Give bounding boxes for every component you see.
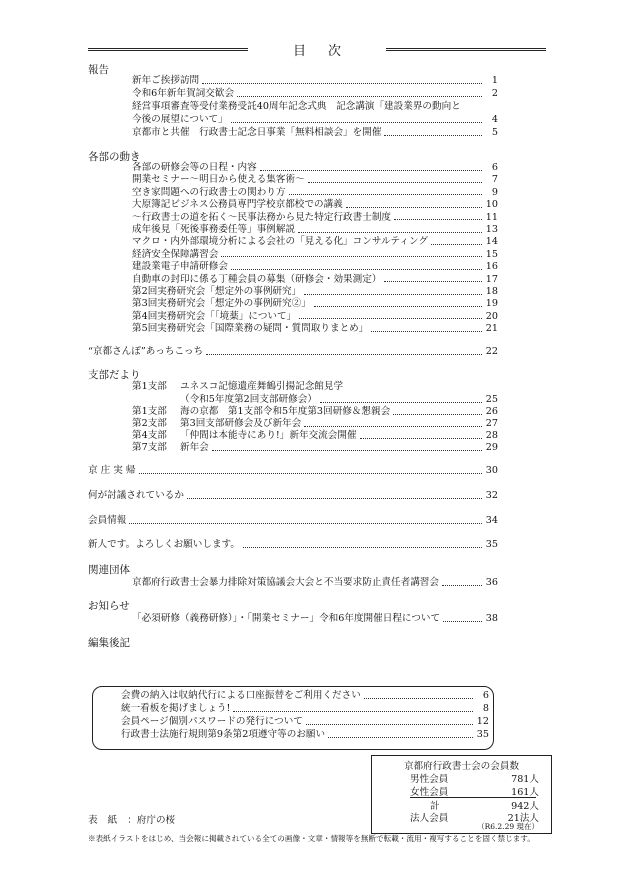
toc-entry[interactable] — [132, 261, 498, 273]
branch-label: 第7支部 — [132, 442, 167, 453]
leader-dots — [393, 414, 482, 415]
toc-entry[interactable] — [180, 394, 498, 406]
toc-entry-page: 34 — [485, 515, 498, 526]
toc-entry[interactable] — [132, 212, 498, 224]
leader-dots — [360, 438, 482, 439]
toc-entry[interactable] — [132, 236, 498, 248]
leader-dots — [304, 426, 482, 427]
toc-entry-page: 10 — [485, 199, 498, 211]
notice-page: 6 — [482, 690, 489, 701]
member-as-of: （R6.2.29 現在） — [477, 822, 539, 831]
toc-entry[interactable] — [132, 613, 498, 625]
notice-page: 35 — [476, 729, 489, 740]
toc-entry-title: 大原簿記ビジネス公務員専門学校京都校での講義 — [132, 199, 343, 211]
toc-entry-page: 19 — [485, 298, 498, 310]
leader-dots — [304, 294, 482, 295]
leader-dots — [384, 135, 482, 136]
toc-entry-page: 18 — [485, 286, 498, 297]
member-value: 781人 — [511, 774, 539, 785]
notice-entry[interactable] — [121, 716, 489, 728]
toc-entry-title: マクロ・内外部環境分析による会社の「見える化」コンサルティング — [132, 236, 428, 248]
leader-dots — [328, 737, 473, 738]
member-label: 男性会員 — [410, 774, 449, 785]
member-value: 942人 — [511, 801, 539, 812]
toc-entry[interactable] — [132, 199, 498, 211]
toc-title-row — [88, 40, 546, 58]
branch-label: 第1支部 — [132, 381, 167, 392]
leader-dots — [231, 269, 482, 270]
title-rule-right — [386, 48, 546, 51]
toc-entry-title: 建設業電子申請研修会 — [132, 261, 228, 273]
leader-dots — [371, 331, 482, 332]
toc-entry-title: 第3回実務研究会「想定外の事例研究②」 — [132, 298, 311, 310]
toc-entry-title[interactable]: 経営事項審査等受付業務受託40周年記念式典 記念講演「建設業界の動向と — [132, 101, 461, 112]
notice-page: 12 — [476, 716, 489, 727]
cover-caption — [88, 812, 175, 826]
toc-entry-title: ～行政書士の道を拓く～民事法務から見た特定行政書士制度 — [132, 211, 392, 223]
toc-entry-page: 32 — [485, 490, 498, 501]
toc-entry-page: 6 — [491, 162, 498, 173]
toc-entry[interactable] — [132, 418, 498, 430]
toc-entry[interactable] — [132, 162, 498, 174]
toc-entry-page: 13 — [485, 224, 498, 235]
toc-entry-title: 経済安全保障講習会 — [132, 248, 219, 260]
leader-dots — [443, 621, 482, 622]
toc-entry-title: 新人です。よろしくお願いします。 — [88, 539, 240, 550]
notice-title: 会費の納入は収納代行による口座振替をご利用ください — [121, 690, 361, 701]
toc-entry-title: 令和6年新年賀詞交歓会 — [132, 88, 235, 99]
section-heading-shibu: 支部だより — [88, 369, 141, 381]
toc-entry-title: （令和5年度第2回支部研修会） — [180, 394, 317, 405]
toc-entry-title: 「必須研修（義務研修）」・「開業セミナー」令和6年度開催日程について — [132, 613, 441, 624]
notice-page: 8 — [482, 703, 489, 714]
toc-entry[interactable] — [132, 75, 498, 87]
toc-entry-title: 何が討議されているか — [88, 490, 184, 501]
toc-entry[interactable] — [132, 311, 498, 323]
toc-entry[interactable] — [132, 174, 498, 186]
toc-entry-page: 22 — [485, 346, 498, 357]
toc-entry-title: 京都府行政書士会暴力排除対策協議会大会と不当要求防止責任者講習会 — [132, 577, 439, 588]
toc-entry[interactable] — [132, 274, 498, 286]
member-count-title: 京都府行政書士会の会員数 — [403, 761, 520, 772]
leader-dots — [314, 306, 482, 307]
toc-entry-title: 今後の展望について」 — [132, 114, 228, 125]
leader-dots — [212, 450, 482, 451]
toc-entry-page: 9 — [491, 186, 498, 198]
toc-entry[interactable] — [132, 442, 498, 454]
branch-label: 第2支部 — [132, 418, 167, 429]
toc-entry-single[interactable] — [88, 539, 498, 551]
toc-entry-title: 第2支部 第3回支部研修会及び新年会 — [132, 418, 302, 429]
toc-entry-page: 2 — [491, 88, 498, 99]
toc-entry-page: 29 — [485, 442, 498, 453]
toc-entry-title: 各部の研修会等の日程・内容 — [132, 162, 257, 173]
toc-entry-title: 第1支部 海の京都 第1支部令和5年度第3回研修＆懇親会 — [132, 406, 391, 417]
toc-entry-page: 17 — [485, 273, 498, 285]
notice-entry[interactable] — [121, 690, 489, 702]
toc-entry[interactable] — [132, 224, 498, 236]
leader-dots — [237, 96, 482, 97]
toc-entry-title: 空き家問題への行政書士の関わり方 — [132, 186, 286, 198]
leader-dots — [384, 281, 482, 282]
leader-dots — [394, 219, 482, 220]
toc-entry[interactable] — [132, 323, 498, 335]
toc-entry[interactable] — [132, 127, 498, 139]
member-label: 計 — [430, 801, 440, 812]
notice-title: 統一看板を掲げましょう! — [121, 703, 231, 714]
leader-dots — [442, 585, 482, 586]
cover-label: 表紙 — [88, 815, 128, 826]
notice-entry[interactable] — [121, 703, 489, 715]
member-value: 21法人 — [507, 813, 539, 824]
leader-dots — [231, 122, 482, 123]
page-title: 目次 — [292, 44, 363, 59]
toc-entry-page: 1 — [491, 75, 498, 86]
leader-dots — [431, 244, 482, 245]
leader-dots — [306, 724, 473, 725]
toc-entry[interactable] — [132, 114, 498, 126]
toc-entry-page: 16 — [485, 261, 498, 273]
leader-dots — [308, 182, 482, 183]
toc-entry-page: 11 — [485, 211, 498, 223]
toc-entry-page: 28 — [485, 430, 498, 441]
toc-entry-page: 26 — [485, 406, 498, 417]
toc-entry-title: ユネスコ記憶遺産舞鶴引揚記念館見学 — [180, 381, 344, 392]
toc-entry-title: 自動車の封印に係る丁種会員の募集（研修会・効果測定） — [132, 273, 382, 285]
notice-title: 行政書士法施行規則第9条第2項遵守等のお願い — [121, 729, 326, 740]
leader-dots — [243, 547, 482, 548]
notice-entry[interactable] — [121, 729, 489, 741]
member-label: 女性会員 — [410, 787, 449, 798]
toc-entry-page: 35 — [485, 539, 498, 550]
toc-entry-title: “京都さんぽ”あっちこっち — [88, 346, 204, 357]
member-label: 法人会員 — [410, 813, 449, 824]
branch-label: 第1支部 — [132, 406, 167, 417]
toc-entry-page: 21 — [485, 323, 498, 335]
toc-entry-title: 成年後見「死後事務委任等」事例解説 — [132, 224, 296, 235]
member-value: 161人 — [511, 787, 539, 798]
toc-entry-title: 新年ご挨拶訪問 — [132, 75, 200, 86]
notice-title: 会員ページ個別パスワードの発行について — [121, 716, 303, 727]
toc-entry-page: 27 — [485, 418, 498, 429]
toc-entry[interactable] — [132, 187, 498, 199]
member-count-box — [371, 755, 552, 834]
branch-label: 第4支部 — [132, 430, 167, 441]
toc-entry-title: 第7支部 新年会 — [132, 442, 209, 453]
leader-dots — [187, 498, 482, 499]
section-heading-kakubu: 各部の動き — [88, 151, 141, 163]
toc-entry-page: 7 — [491, 174, 498, 186]
toc-entry-kyoto-sanpo[interactable] — [88, 346, 498, 358]
toc-entry-single[interactable] — [88, 465, 498, 477]
toc-entry[interactable] — [132, 88, 498, 100]
leader-dots — [129, 523, 482, 524]
leader-dots — [139, 473, 482, 474]
toc-entry-page: 30 — [485, 465, 498, 476]
section-heading-hokoku: 報告 — [88, 64, 109, 76]
toc-entry-page: 14 — [485, 236, 498, 248]
leader-dots — [289, 194, 483, 195]
toc-entry-page: 4 — [491, 114, 498, 125]
toc-entry-title: 第4支部 「仲間は本能寺にあり!」新年交流会開催 — [132, 430, 357, 441]
toc-entry-title: 会員情報 — [88, 515, 127, 526]
toc-entry[interactable] — [132, 298, 498, 310]
toc-entry-title: 京都市と共催 行政書士記念日事業「無料相談会」を開催 — [132, 127, 382, 138]
toc-entry[interactable] — [132, 249, 498, 261]
toc-entry-page: 36 — [485, 577, 498, 588]
section-heading-kanren: 関連団体 — [88, 564, 130, 576]
section-heading-oshirase: お知らせ — [88, 600, 130, 612]
toc-entry-single[interactable] — [88, 515, 498, 527]
leader-dots — [320, 402, 482, 403]
branch-entry[interactable] — [132, 381, 343, 393]
toc-entry[interactable] — [132, 430, 498, 442]
toc-entry-page: 5 — [491, 127, 498, 138]
leader-dots — [233, 711, 473, 712]
leader-dots — [364, 698, 473, 699]
leader-dots — [221, 256, 482, 257]
toc-entry-title: 第4回実務研究会「「境薬」について」 — [132, 310, 297, 322]
leader-dots — [206, 354, 482, 355]
toc-entry-title: 京 庄 実 帰 — [88, 465, 136, 476]
leader-dots — [202, 83, 482, 84]
toc-entry[interactable] — [132, 577, 498, 589]
section-heading-henshu[interactable]: 編集後記 — [88, 637, 130, 649]
toc-entry[interactable] — [132, 406, 498, 418]
leader-dots — [298, 232, 482, 233]
copyright-note: ※表紙イラストをはじめ、当会報に掲載されている全ての画像・文章・情報等を無断で転載・流用・複写することを固く禁じます。 — [88, 834, 535, 843]
toc-entry-page: 15 — [485, 248, 498, 260]
leader-dots — [346, 207, 482, 208]
toc-entry-page: 20 — [485, 310, 498, 322]
leader-dots — [299, 318, 482, 319]
toc-entry-page: 25 — [485, 394, 498, 405]
cover-value: ：府庁の桜 — [127, 815, 176, 826]
toc-entry-single[interactable] — [88, 490, 498, 502]
toc-entry-title: 第2回実務研究会「想定外の事例研究」 — [132, 286, 302, 297]
toc-entry[interactable] — [132, 286, 498, 298]
toc-entry-title: 第5回実務研究会「国際業務の疑問・質問取りまとめ」 — [132, 323, 369, 335]
title-rule-left — [88, 48, 248, 51]
toc-entry-title: 開業セミナー～明日から使える集客術～ — [132, 174, 305, 186]
leader-dots — [260, 170, 482, 171]
toc-entry-page: 38 — [485, 613, 498, 624]
